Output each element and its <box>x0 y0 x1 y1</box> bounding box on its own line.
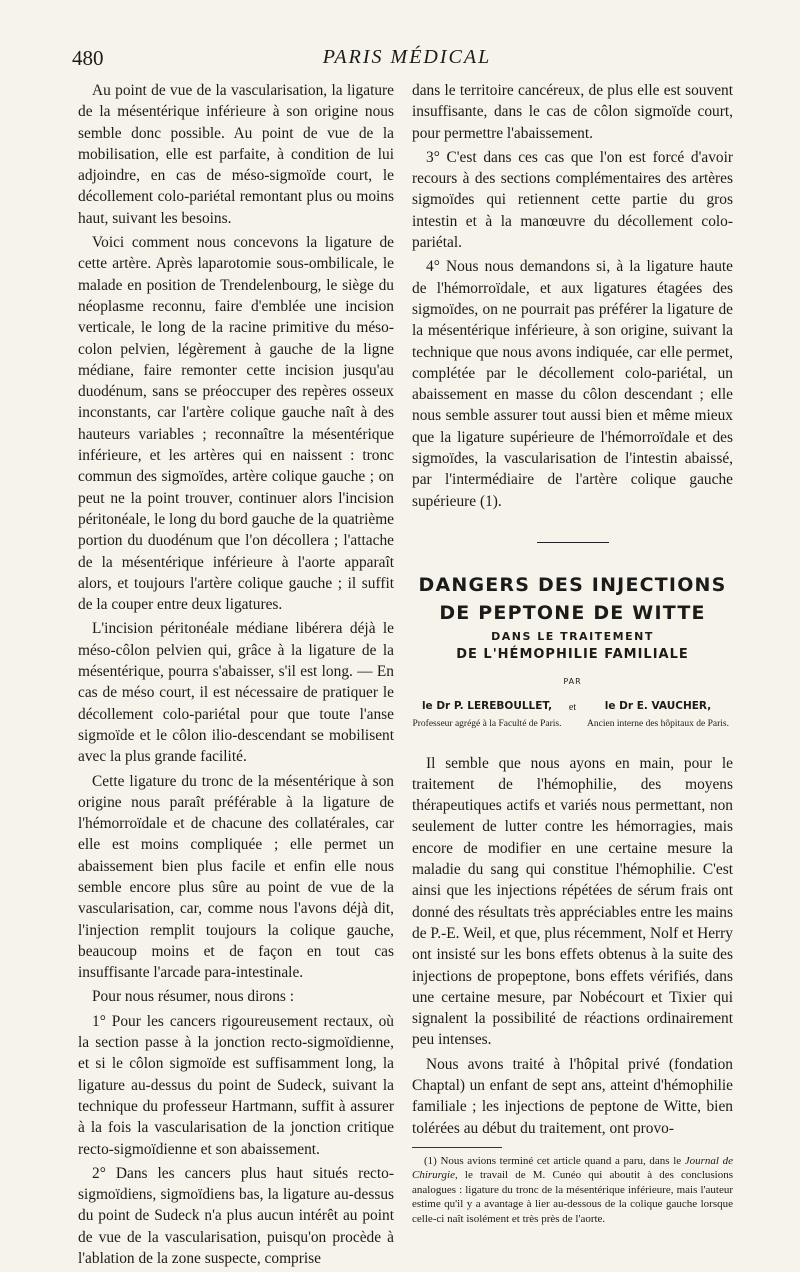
paragraph: Pour nous résumer, nous dirons : <box>92 988 295 1006</box>
section-divider <box>537 542 609 543</box>
author-2-role: Ancien interne des hôpitaux de Paris. <box>587 718 729 729</box>
article-subtitle-line-2: DE L'HÉMOPHILIE FAMILIALE <box>456 646 689 662</box>
paragraph: Voici comment nous concevons la ligature de cette artère. Après laparotomie sous-ombilicale, le malade en position de Trendelenbourg, le siège du néoplasme reconnu, faire d'emblée une incision verticale, le long de la racine primitive du méso-colon pelvien, légèrement à gauche de la ligne médiane, faire remonter cette incision jusqu'au duodénum, sans se préoccuper des repères osseux inconstants, car l'artère colique gauche naît à des hauteurs variables ; reconnaître la mésentérique inférieure, et les artères qui en naissent : tronc commun des sigmoïdes, artère colique gauche ; on peut ne la point trouver, continuer alors l'incision péritonéale, le long du bord gauche de la quatrième portion du duodénum que l'on décollera ; l'attache de la mésentérique inférieure à l'aorte apparaît alors, et toujours l'artère colique gauche ; il suffit de la couper entre deux ligatures. <box>78 234 394 614</box>
author-1 <box>412 696 562 730</box>
author-2-name: le Dr E. VAUCHER, <box>604 700 712 713</box>
author-1-role: Professeur agrégé à la Faculté de Paris. <box>412 718 562 729</box>
paragraph: Cette ligature du tronc de la mésentérique à son origine nous paraît préférable à la ligature de l'hémorroïdale et de chacune des collatérales, car elle est moins compliquée ; elle permet un abaissement bien plus facile et enfin elle nous semble encore plus sûre au point de vue de la vascularisation, car, comme nous l'avons déjà dit, l'injection remplit toujours la colique gauche, beaucoup moins et de façon en tout cas insuffisante l'arcade para-intestinale. <box>78 772 394 982</box>
paragraph: Nous avons traité à l'hôpital privé (fondation Chaptal) un enfant de sept ans, atteint d'hémophilie familiale ; les injections de peptone de Witte, bien tolérées au début du traitement, ont provo- <box>412 1055 733 1137</box>
article-title <box>412 571 733 665</box>
paragraph: 4° Nous nous demandons si, à la ligature haute de l'hémorroïdale, et aux ligatures étagées des sigmoïdes, on ne pourrait pas préférer la ligature de la mésentérique inférieure, à son origine, suivant la technique que nous avons indiquée, car elle permet, complétée par le décollement colo-pariétal, un abaissement en masse du côlon descendant ; elle nous semble assurer tout aussi bien et même mieux que la ligature supérieure de l'hémorroïdale et des sigmoïdes, la vascularisation de l'intestin abaissé, par l'intermédiaire de l'artère colique gauche supérieure (1). <box>412 258 733 510</box>
left-column <box>78 80 394 1272</box>
author-conjunction: et <box>568 702 577 714</box>
article-subtitle-line-1: DANS LE TRAITEMENT <box>491 629 654 643</box>
paragraph: L'incision péritonéale médiane libérera déjà le méso-côlon pelvien qui, grâce à la ligature de la mésentérique, pourra s'abaisser, s'il est long. — En cas de méso court, il est nécessaire de pratiquer le décollement colo-pariétal pour que toute l'anse sigmoïde et le côlon ilio-descendant se mobilisent avec la plus grande facilité. <box>78 620 394 766</box>
paragraph: 1° Pour les cancers rigoureusement rectaux, où la section passe à la jonction recto-sigmoïdienne, et si le côlon sigmoïde est suffisamment long, la ligature au-dessus du point de Sudeck, suivant la technique du professeur Hartmann, suffit à assurer à la fois la vascularisation de la jonction critique recto-sigmoïdienne et son abaissement. <box>78 1012 394 1158</box>
article-title-line-2: DE PEPTONE DE WITTE <box>439 601 706 624</box>
footnote-separator <box>412 1147 502 1148</box>
paragraph: Au point de vue de la vascularisation, la ligature de la mésentérique inférieure à son origine nous semble donc possible. Au point de vue de la mobilisation, elle est parfaite, à condition de lui adjoindre, en cas de méso-sigmoïde court, le décollement colo-pariétal remontant plus ou moins haut, suivant les besoins. <box>78 82 394 227</box>
author-2 <box>583 696 733 730</box>
page-header <box>72 46 742 72</box>
footnote-journal: Journal de Chirurgie <box>412 1154 733 1182</box>
paragraph: Il semble que nous ayons en main, pour le traitement de l'hémophilie, des moyens thérapeutiques actifs et variés nous permettant, non seulement de lutter contre les hémorragies, mais encore de modifier en une certaine mesure la maladie du sang qui constitue l'hémophilie. C'est ainsi que les injections répétées de sérum frais ont donné des résultats très appréciables entre les mains de P.-E. Weil, et que, plus récemment, Nolf et Herry ont insisté sur les bons effets obtenus à la suite des injections de propeptone, bons effets vérifiés, dans une certaine mesure, par Nobécourt et Tixier qui signalent la possibilité de réactions ordinairement peu intenses. <box>412 754 733 1049</box>
right-column <box>412 80 733 1226</box>
paragraph: 2° Dans les cancers plus haut situés recto-sigmoïdiens, sigmoïdiens bas, la ligature au-dessus du point de Sudeck n'a plus aucun intérêt au point de vue de la vascularisation, puisqu'on procède à l'ablation de la zone suspecte, comprise <box>78 1164 394 1268</box>
footnote-text-end: , le travail de M. Cunéo qui aboutit à des conclusions analogues : ligature du tronc de la mésentérique inférieure, mais l'auteur estime qu'il y a avantage à lier au-dessous de la colique gauche lorsque celle-ci naît isolément et très près de l'aorte. <box>412 1169 733 1225</box>
footnote-text-start: (1) Nous avions terminé cet article quand a paru, dans le <box>424 1154 685 1167</box>
footnote <box>412 1154 733 1227</box>
paragraph: dans le territoire cancéreux, de plus elle est souvent insuffisante, dans le cas de côlon sigmoïde court, pour permettre l'abaissement. <box>412 82 733 142</box>
page-number: 480 <box>72 46 104 70</box>
author-1-name: le Dr P. LEREBOULLET, <box>421 700 553 713</box>
article-title-line-1: DANGERS DES INJECTIONS <box>418 573 727 596</box>
running-title: PARIS MÉDICAL <box>322 46 492 68</box>
authors <box>412 696 733 730</box>
paragraph: 3° C'est dans ces cas que l'on est forcé d'avoir recours à des sections complémentaires des artères sigmoïdes qui retiennent cette partie du gros intestin et à la manœuvre du décollement colo-pariétal. <box>412 148 733 252</box>
byline-par: PAR <box>563 676 582 686</box>
